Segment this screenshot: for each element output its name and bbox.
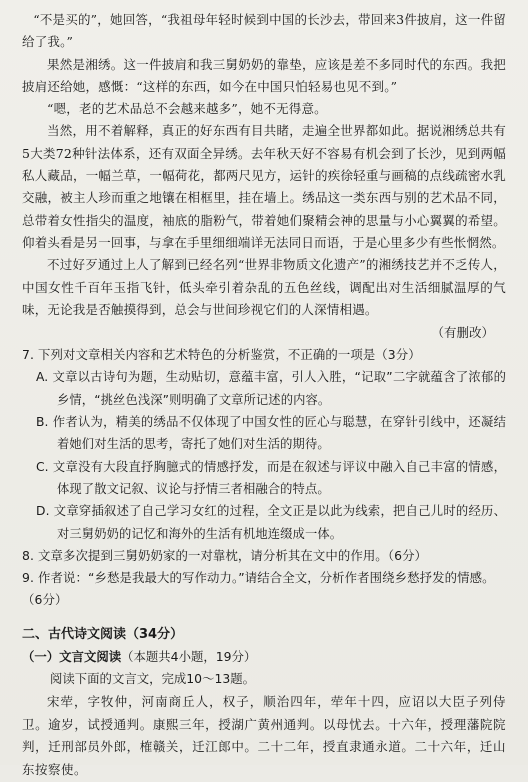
subsection-title: [22, 646, 506, 669]
question-9: 9. 作者说：“乡愁是我最大的写作动力。”请结合全文，分析作者围绕乡愁抒发的情感。（6分）: [22, 570, 495, 608]
reading-instruction: 阅读下面的文言文，完成10～13题。: [50, 671, 256, 687]
option-b: B. 作者认为，精美的绣品不仅体现了中国女性的匠心与聪慧，在穿针引线中，还凝结着她们对生活的思考，寄托了她们对生活的期待。: [36, 415, 506, 452]
option-a: A. 文章以古诗句为题，生动贴切，意蕴丰富，引人入胜，“记取”二字就蕴含了浓郁的乡情，“挑丝色浅深”则明确了文章所记述的内容。: [36, 370, 506, 407]
subsection-title-bold: （一）文言文阅读: [22, 648, 122, 664]
option-c: C. 文章没有大段直抒胸臆式的情感抒发，而是在叙述与评议中融入自己丰富的情感，体现了散文记叙、议论与抒情三者相融合的特点。: [36, 459, 506, 496]
classical-passage: 宋荦，字牧仲，河南商丘人，权子，顺治四年，荦年十四，应诏以大臣子列侍卫。逾岁，试授通判。康熙三年，授湖广黄州通判。以母忧去。十六年，授理藩院院判，迁刑部员外郎，榷赣关，迁江郎中。二十二年，授直隶通永道。二十六年，迁山东按察使。: [22, 693, 506, 778]
question-8: 8. 文章多次提到三舅奶奶家的一对靠枕，请分析其在文中的作用。（6分）: [22, 547, 428, 563]
article-paragraph: “不是买的”，她回答，“我祖母年轻时候到中国的长沙去，带回来3件披肩，这一件留给了我。”: [22, 12, 506, 50]
article-passage: [22, 9, 506, 344]
subsection-title-detail: （本题共4小题，19分）: [121, 648, 257, 664]
article-paragraph: 果然是湘绣。这一件披肩和我三舅奶奶的靠垫，应该是差不多同时代的东西。我把披肩还给她，感慨：“这样的东西，如今在中国只怕轻易也见不到。”: [22, 56, 506, 94]
abridged-note: （有删改）: [431, 325, 494, 341]
article-paragraph: “嗯，老的艺术品总不会越来越多”，她不无得意。: [47, 101, 327, 117]
article-paragraph: 当然，用不着解释，真正的好东西有目共睹，走遍全世界都如此。据说湘绣总共有5大类72种针法体系，还有双面全异绣。去年秋天好不容易有机会到了长沙，见到两幅私人藏品，一幅兰草，一幅荷花，都两尺见方，运针的疾徐轻重与画稿的点线疏密水乳交融，被主人珍而重之地镶在相框里，挂在墙上。绣品这一类东西与别的艺术品不同，总带着女性指尖的温度，袖底的脂粉气，带着她们聚精会神的思量与小心翼翼的希望。仰着头看是另一回事，与拿在手里细细端详无法同日而语，于是心里多少有些怅惘然。: [22, 123, 506, 250]
section-2-title: 二、古代诗文阅读（34分）: [22, 626, 184, 642]
article-paragraph: 不过好歹通过上人了解到已经名列“世界非物质文化遗产”的湘绣技艺并不乏传人，中国女性千百年玉指飞针，低头牵引着杂乱的五色丝线，调配出对生活细腻温厚的气味，无论我是否触摸得到，总会与世间珍视它们的人深情相遇。: [22, 257, 506, 317]
question-7-stem: 7. 下列对文章相关内容和艺术特色的分析鉴赏，不正确的一项是（3分）: [22, 347, 421, 363]
option-d: D. 文章穿插叙述了自己学习女红的过程，全文正是以此为线索，把自己儿时的经历、对三舅奶奶的记忆和海外的生活有机地连缀成一体。: [36, 504, 506, 541]
question-7-options: [22, 366, 506, 544]
question-7: [22, 344, 506, 545]
